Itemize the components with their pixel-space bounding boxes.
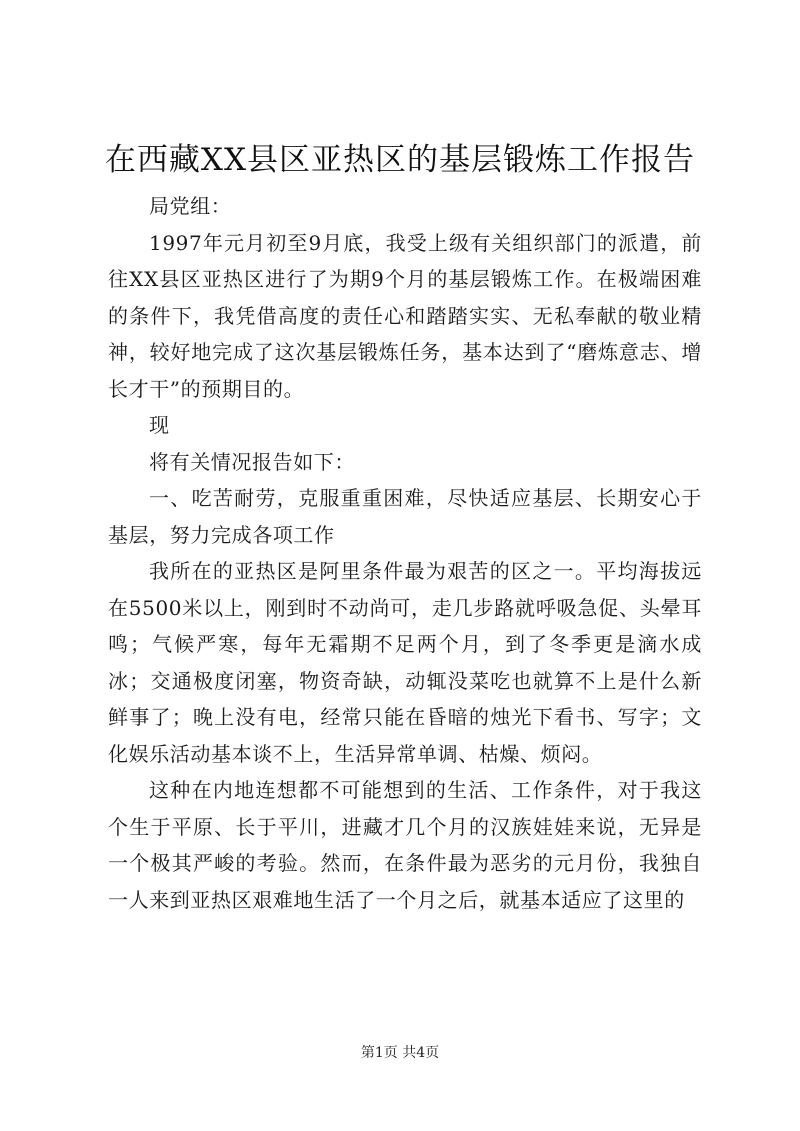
paragraph-conditions: 我所在的亚热区是阿里条件最为艰苦的区之一。平均海拔远在5500米以上，刚到时不动尚可，走几步路就呼吸急促、头晕耳鸣；气候严寒，每年无霜期不足两个月，到了冬季更是滴水成冰；交通极度闭塞，物资奇缺，动辄没菜吃也就算不上是什么新鲜事了；晚上没有电，经常只能在昏暗的烛光下看书、写字；文化娱乐活动基本谈不上，生活异常单调、枯燥、烦闷。 — [108, 559, 702, 766]
paragraph-report-lead: 将有关情况报告如下： — [149, 449, 355, 474]
document-body — [108, 188, 702, 918]
paragraph-adaptation: 这种在内地连想都不可能想到的生活、工作条件，对于我这个生于平原、长于平川，进藏才几个月的汉族娃娃来说，无异是一个极其严峻的考验。然而，在条件最为恶劣的元月份，我独自一人来到亚热区艰难地生活了一个月之后，就基本适应了这里的 — [108, 778, 702, 912]
section-heading-1: 一、吃苦耐劳，克服重重困难，尽快适应基层、长期安心于基层，努力完成各项工作 — [108, 486, 702, 547]
salutation: 局党组： — [149, 194, 232, 218]
paragraph-intro: 1997年元月初至9月底，我受上级有关组织部门的派遣，前往XX县区亚热区进行了为期9个月的基层锻炼工作。在极端困难的条件下，我凭借高度的责任心和踏踏实实、无私奉献的敬业精神，较好地完成了这次基层锻炼任务，基本达到了“磨炼意志、增长才干”的预期目的。 — [108, 230, 702, 401]
page-number: 第1页 共4页 — [360, 1045, 440, 1061]
paragraph-fragment: 现 — [149, 413, 170, 437]
document-title: 在西藏XX县区亚热区的基层锻炼工作报告 — [104, 142, 696, 178]
